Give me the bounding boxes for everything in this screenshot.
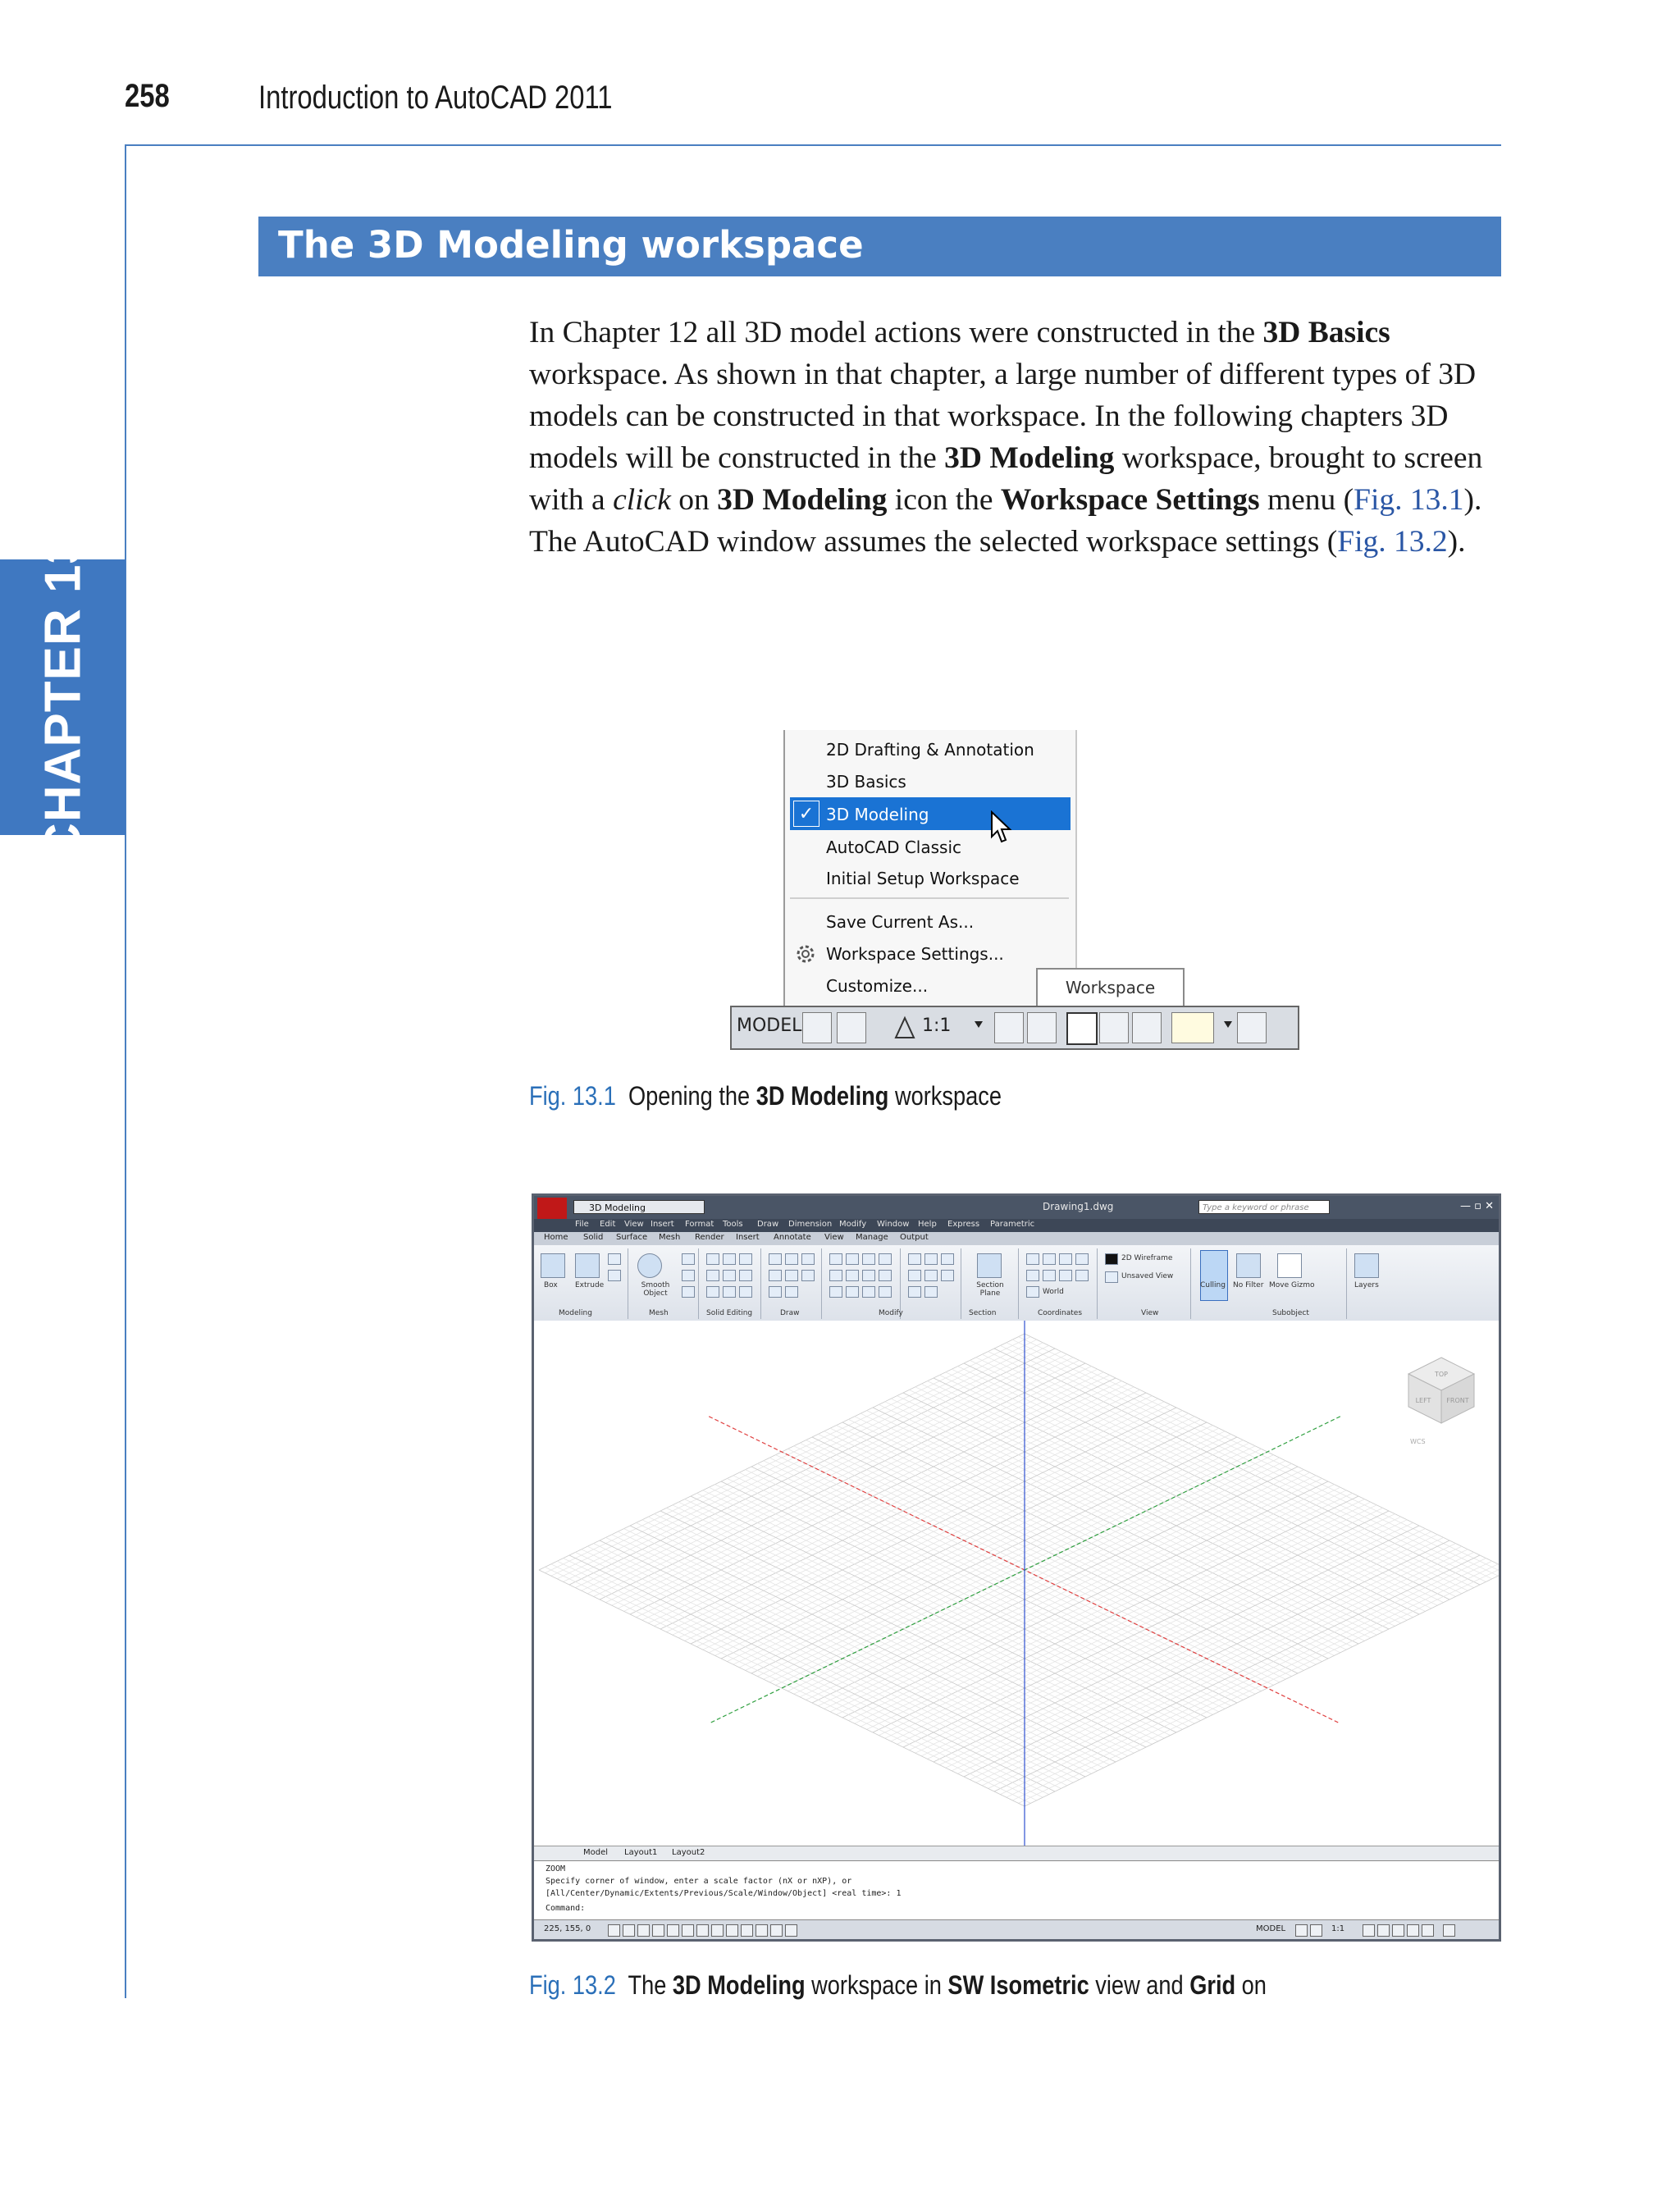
quick-properties-toggle-icon[interactable] xyxy=(770,1924,783,1937)
menu-format[interactable]: Format xyxy=(685,1220,714,1229)
menu-modify[interactable]: Modify xyxy=(839,1220,867,1229)
annotation-scale-icon[interactable] xyxy=(892,1015,917,1040)
viewcube-front-label: FRONT xyxy=(1446,1397,1469,1404)
tool-icon[interactable] xyxy=(846,1286,859,1298)
tool-icon[interactable] xyxy=(706,1270,719,1281)
ucs-world-dropdown[interactable]: World xyxy=(1043,1288,1064,1296)
tab-output[interactable]: Output xyxy=(900,1233,929,1242)
extrude-label: Extrude xyxy=(575,1281,605,1289)
figure-number: Fig. 13.1 xyxy=(529,1081,616,1111)
application-status-bar xyxy=(534,1919,1499,1940)
polar-toggle-icon[interactable] xyxy=(652,1924,664,1937)
body-bold-workspace-settings: Workspace Settings xyxy=(1000,483,1260,517)
lock-icon[interactable] xyxy=(1392,1924,1404,1937)
tool-icon[interactable] xyxy=(862,1253,875,1265)
caption-text: Opening the xyxy=(628,1081,756,1111)
tool-icon[interactable] xyxy=(1043,1253,1056,1265)
3d-osnap-toggle-icon[interactable] xyxy=(682,1924,694,1937)
panel-title-mesh[interactable]: Mesh xyxy=(649,1309,669,1317)
tool-icon[interactable] xyxy=(846,1270,859,1281)
tool-icon[interactable] xyxy=(908,1270,921,1281)
tool-icon[interactable] xyxy=(924,1286,938,1298)
caption-text: workspace in xyxy=(805,1970,948,2000)
tab-model[interactable]: Model xyxy=(583,1848,609,1857)
tool-icon[interactable] xyxy=(924,1253,938,1265)
tab-render[interactable]: Render xyxy=(695,1233,724,1242)
tool-icon[interactable] xyxy=(723,1286,736,1298)
tool-icon[interactable] xyxy=(785,1253,798,1265)
tool-icon[interactable] xyxy=(1059,1270,1072,1281)
annotation-scale[interactable]: 1:1 xyxy=(922,1015,952,1036)
panel-title-solid-editing[interactable]: Solid Editing xyxy=(706,1309,753,1317)
page-number: 258 xyxy=(125,78,170,114)
menu-edit[interactable]: Edit xyxy=(600,1220,616,1229)
grid-line xyxy=(1025,1570,1499,1806)
extrude-icon[interactable] xyxy=(575,1253,600,1278)
tool-icon[interactable] xyxy=(908,1286,921,1298)
menu-item-3d-basics[interactable]: 3D Basics xyxy=(826,772,906,792)
tool-icon[interactable] xyxy=(829,1286,842,1298)
snap-toggle-icon[interactable] xyxy=(608,1924,620,1937)
ribbon-divider xyxy=(821,1248,822,1319)
annotation-scale[interactable]: 1:1 xyxy=(1331,1924,1345,1933)
isolate-objects-icon[interactable] xyxy=(1422,1924,1434,1937)
smooth-object-icon[interactable] xyxy=(637,1253,662,1278)
menu-view[interactable]: View xyxy=(624,1220,644,1229)
menu-window[interactable]: Window xyxy=(877,1220,910,1229)
otrack-toggle-icon[interactable] xyxy=(696,1924,709,1937)
visual-style-icon[interactable] xyxy=(1105,1253,1118,1265)
wcs-menu[interactable]: WCS xyxy=(1410,1438,1426,1445)
document-title: Drawing1.dwg xyxy=(1043,1201,1114,1212)
command-history-line: Specify corner of window, enter a scale factor (nX or nXP), or xyxy=(546,1877,852,1886)
menu-help[interactable]: Help xyxy=(918,1220,937,1229)
tool-icon[interactable] xyxy=(1075,1270,1089,1281)
panel-title-subobject[interactable]: Subobject xyxy=(1272,1309,1309,1317)
hardware-acceleration-icon[interactable] xyxy=(1407,1924,1419,1937)
status-bar xyxy=(730,1006,1299,1050)
panel-title-view[interactable]: View xyxy=(1141,1309,1159,1317)
panel-title-draw[interactable]: Draw xyxy=(780,1309,800,1317)
tool-icon[interactable] xyxy=(723,1253,736,1265)
panel-title-modeling[interactable]: Modeling xyxy=(559,1309,592,1317)
layout-icon[interactable] xyxy=(1310,1924,1322,1937)
tool-icon[interactable] xyxy=(941,1270,954,1281)
lineweight-toggle-icon[interactable] xyxy=(741,1924,753,1937)
tool-icon[interactable] xyxy=(1026,1253,1039,1265)
viewcube[interactable] xyxy=(1392,1345,1491,1452)
grid-lines xyxy=(539,1334,1499,1806)
margin-rule xyxy=(125,144,126,1998)
body-bold-3d-modeling: 3D Modeling xyxy=(717,483,888,517)
caption-text: view and xyxy=(1089,1970,1190,2000)
culling-icon[interactable] xyxy=(1200,1250,1228,1301)
tool-icon[interactable] xyxy=(941,1253,954,1265)
body-text: workspace, brought to screen with a xyxy=(529,441,1483,517)
workspace-switching-icon[interactable] xyxy=(1377,1924,1390,1937)
section-plane-icon[interactable] xyxy=(977,1253,1002,1278)
command-prompt[interactable]: Command: xyxy=(546,1904,586,1913)
isolate-objects-icon[interactable] xyxy=(1171,1012,1214,1043)
menu-insert[interactable]: Insert xyxy=(651,1220,674,1229)
model-space-button[interactable]: MODEL xyxy=(737,1015,802,1036)
body-italic-click: click xyxy=(613,483,671,517)
tool-icon[interactable] xyxy=(785,1270,798,1281)
tab-view[interactable]: View xyxy=(824,1233,844,1242)
tab-annotate[interactable]: Annotate xyxy=(774,1233,811,1242)
tool-icon[interactable] xyxy=(879,1286,892,1298)
autocad-window xyxy=(532,1193,1501,1942)
layout-icon[interactable] xyxy=(1295,1924,1308,1937)
figure-number: Fig. 13.2 xyxy=(529,1970,616,2000)
grid-toggle-icon[interactable] xyxy=(623,1924,635,1937)
tab-layout2[interactable]: Layout2 xyxy=(672,1848,705,1857)
layers-label: Layers xyxy=(1354,1281,1379,1289)
ortho-toggle-icon[interactable] xyxy=(637,1924,650,1937)
command-history-line: ZOOM xyxy=(546,1864,566,1873)
menu-item-3d-modeling[interactable]: 3D Modeling xyxy=(826,805,929,824)
workspace-dropdown[interactable]: 3D Modeling xyxy=(573,1200,705,1214)
tool-icon[interactable] xyxy=(879,1253,892,1265)
annotation-visibility-icon[interactable] xyxy=(1363,1924,1375,1937)
window-controls[interactable]: — ▫ ✕ xyxy=(1460,1200,1494,1212)
menu-dimension[interactable]: Dimension xyxy=(788,1220,833,1229)
tool-icon[interactable] xyxy=(769,1286,782,1298)
tool-icon[interactable] xyxy=(608,1253,621,1265)
saved-view-dropdown[interactable]: Unsaved View xyxy=(1121,1272,1174,1280)
isometric-grid xyxy=(534,1321,1499,1846)
tool-icon[interactable] xyxy=(862,1286,875,1298)
tab-manage[interactable]: Manage xyxy=(856,1233,888,1242)
tool-icon[interactable] xyxy=(846,1253,859,1265)
menu-tools[interactable]: Tools xyxy=(723,1220,743,1229)
layout-icon[interactable] xyxy=(837,1012,866,1043)
tool-icon[interactable] xyxy=(1043,1270,1056,1281)
box-icon[interactable] xyxy=(541,1253,565,1278)
menu-item-customize[interactable]: Customize... xyxy=(826,976,929,996)
tool-icon[interactable] xyxy=(829,1253,842,1265)
ribbon-divider xyxy=(760,1248,761,1319)
box-label: Box xyxy=(544,1281,558,1289)
section-title: The 3D Modeling workspace xyxy=(278,223,864,267)
selection-cycling-toggle-icon[interactable] xyxy=(785,1924,797,1937)
figure-caption xyxy=(529,1970,1267,2001)
tool-icon[interactable] xyxy=(739,1253,752,1265)
auto-scale-icon[interactable] xyxy=(1027,1012,1057,1043)
body-text: menu ( xyxy=(1259,483,1354,517)
section-heading-bar xyxy=(258,217,1501,276)
tool-icon[interactable] xyxy=(1059,1253,1072,1265)
tool-icon[interactable] xyxy=(769,1253,782,1265)
caption-text: workspace xyxy=(888,1081,1002,1111)
menu-item-initial-setup[interactable]: Initial Setup Workspace xyxy=(826,869,1020,888)
running-title: Introduction to AutoCAD 2011 xyxy=(258,80,613,116)
ribbon-divider xyxy=(698,1248,699,1319)
clean-screen-icon[interactable] xyxy=(1443,1924,1455,1937)
culling-label: Culling xyxy=(1200,1281,1226,1289)
tool-icon[interactable] xyxy=(682,1286,695,1298)
chapter-tab xyxy=(0,535,126,860)
header-rule xyxy=(125,144,1501,146)
layout-tabs xyxy=(534,1846,1499,1861)
transparency-toggle-icon[interactable] xyxy=(756,1924,768,1937)
viewcube-left-label: LEFT xyxy=(1415,1397,1431,1404)
caption-text: on xyxy=(1235,1970,1267,2000)
ribbon-divider xyxy=(1346,1248,1347,1319)
saved-view-icon[interactable] xyxy=(1105,1271,1118,1283)
tool-icon[interactable] xyxy=(769,1270,782,1281)
tool-icon[interactable] xyxy=(682,1253,695,1265)
menu-file[interactable]: File xyxy=(575,1220,589,1229)
body-text: In Chapter 12 all 3D model actions were constructed in the xyxy=(529,316,1263,349)
ducs-toggle-icon[interactable] xyxy=(711,1924,724,1937)
menu-item-save-current-as[interactable]: Save Current As... xyxy=(826,912,975,932)
tool-icon[interactable] xyxy=(785,1286,798,1298)
no-filter-label: No Filter xyxy=(1233,1281,1264,1289)
model-space-button[interactable]: MODEL xyxy=(1256,1924,1286,1933)
tool-icon[interactable] xyxy=(723,1270,736,1281)
tool-icon[interactable] xyxy=(1075,1253,1089,1265)
hardware-acceleration-icon[interactable] xyxy=(1132,1012,1162,1043)
title-bar xyxy=(534,1196,1499,1219)
menu-express[interactable]: Express xyxy=(947,1220,980,1229)
viewcube-top-label: TOP xyxy=(1434,1371,1449,1378)
search-input[interactable]: Type a keyword or phrase xyxy=(1198,1200,1330,1214)
menu-item-autocad-classic[interactable]: AutoCAD Classic xyxy=(826,837,962,857)
mouse-cursor-icon xyxy=(990,810,1013,845)
chapter-tab-label: CHAPTER 13 xyxy=(34,535,91,860)
tool-icon[interactable] xyxy=(908,1253,921,1265)
panel-title-section[interactable]: Section xyxy=(969,1309,997,1317)
body-text: on xyxy=(670,483,718,517)
workspace-switching-tooltip: Workspace xyxy=(1036,968,1185,1007)
grid-line xyxy=(1019,1567,1499,1803)
section-plane-label: Section Plane xyxy=(976,1281,1004,1298)
tool-icon[interactable] xyxy=(608,1270,621,1281)
gear-icon xyxy=(793,942,818,966)
tool-icon[interactable] xyxy=(739,1286,752,1298)
tab-home[interactable]: Home xyxy=(544,1233,568,1242)
tab-surface[interactable]: Surface xyxy=(616,1233,648,1242)
tool-icon[interactable] xyxy=(1026,1270,1039,1281)
menu-separator xyxy=(790,897,1069,899)
tab-layout1[interactable]: Layout1 xyxy=(624,1848,658,1857)
drawing-viewport[interactable] xyxy=(534,1321,1499,1846)
menu-parametric[interactable]: Parametric xyxy=(990,1220,1035,1229)
tool-icon[interactable] xyxy=(682,1270,695,1281)
figure-reference-link[interactable]: Fig. 13.2 xyxy=(1337,525,1448,559)
panel-title-modify[interactable]: Modify xyxy=(879,1309,903,1317)
move-gizmo-icon[interactable] xyxy=(1277,1253,1302,1278)
body-text: ). xyxy=(1447,525,1466,559)
command-window[interactable] xyxy=(534,1860,1499,1920)
ribbon-divider xyxy=(1190,1248,1191,1319)
body-bold-3d-basics: 3D Basics xyxy=(1262,316,1390,349)
figure-caption xyxy=(529,1081,1002,1111)
coordinate-readout[interactable]: 225, 155, 0 xyxy=(544,1924,591,1933)
panel-title-coordinates[interactable]: Coordinates xyxy=(1038,1309,1083,1317)
caption-text: The xyxy=(628,1970,673,2000)
lock-icon[interactable] xyxy=(1099,1012,1129,1043)
caption-bold: Grid xyxy=(1189,1970,1236,2000)
smooth-object-label: Smooth Object xyxy=(641,1281,670,1298)
tool-icon[interactable] xyxy=(924,1270,938,1281)
body-text: workspace. As shown in that chapter, a large number of different types of 3D models can be constructed in that workspace. In the following chapters 3D models will be constructed in the xyxy=(529,358,1477,475)
osnap-toggle-icon[interactable] xyxy=(667,1924,679,1937)
ribbon-divider xyxy=(1018,1248,1019,1319)
move-gizmo-label: Move Gizmo xyxy=(1269,1281,1315,1289)
workspace-switching-icon[interactable] xyxy=(1066,1012,1098,1045)
tool-icon[interactable] xyxy=(1026,1286,1039,1298)
ribbon xyxy=(534,1245,1499,1322)
body-text: icon the xyxy=(887,483,1001,517)
body-bold-3d-modeling: 3D Modeling xyxy=(944,441,1115,475)
tab-mesh[interactable]: Mesh xyxy=(659,1233,681,1242)
dyn-toggle-icon[interactable] xyxy=(726,1924,738,1937)
tool-icon[interactable] xyxy=(706,1286,719,1298)
caption-bold: 3D Modeling xyxy=(756,1081,889,1111)
caption-bold: SW Isometric xyxy=(947,1970,1089,2000)
menu-bar xyxy=(534,1219,1499,1232)
ribbon-divider xyxy=(1097,1248,1098,1319)
filter-icon[interactable] xyxy=(1236,1253,1261,1278)
menu-item-2d-drafting[interactable]: 2D Drafting & Annotation xyxy=(826,740,1034,760)
layout-icon[interactable] xyxy=(802,1012,832,1043)
ribbon-tab-bar xyxy=(534,1232,1499,1245)
body-paragraph xyxy=(529,312,1505,563)
visual-style-dropdown[interactable]: 2D Wireframe xyxy=(1121,1254,1173,1262)
figure-reference-link[interactable]: Fig. 13.1 xyxy=(1354,483,1464,517)
clean-screen-icon[interactable] xyxy=(1237,1012,1267,1043)
body-text: ). The AutoCAD window assumes the selected workspace settings ( xyxy=(529,483,1482,559)
tool-icon[interactable] xyxy=(879,1270,892,1281)
tool-icon[interactable] xyxy=(739,1270,752,1281)
workspace-menu xyxy=(783,730,1077,1013)
menu-item-workspace-settings[interactable]: Workspace Settings... xyxy=(826,944,1004,964)
tool-icon[interactable] xyxy=(706,1253,719,1265)
tool-icon[interactable] xyxy=(862,1270,875,1281)
layers-icon[interactable] xyxy=(1354,1253,1379,1278)
tab-insert[interactable]: Insert xyxy=(736,1233,760,1242)
tool-icon[interactable] xyxy=(801,1253,815,1265)
tab-solid[interactable]: Solid xyxy=(583,1233,604,1242)
annotation-visibility-icon[interactable] xyxy=(994,1012,1024,1043)
menu-draw[interactable]: Draw xyxy=(757,1220,779,1229)
chevron-down-icon[interactable] xyxy=(973,1019,984,1030)
command-history-line: [All/Center/Dynamic/Extents/Previous/Scale/Window/Object] <real time>: 1 xyxy=(546,1889,902,1898)
tool-icon[interactable] xyxy=(829,1270,842,1281)
checkmark-icon: ✓ xyxy=(793,801,819,827)
tool-icon[interactable] xyxy=(801,1270,815,1281)
chevron-down-icon[interactable] xyxy=(1222,1019,1234,1030)
caption-bold: 3D Modeling xyxy=(672,1970,806,2000)
